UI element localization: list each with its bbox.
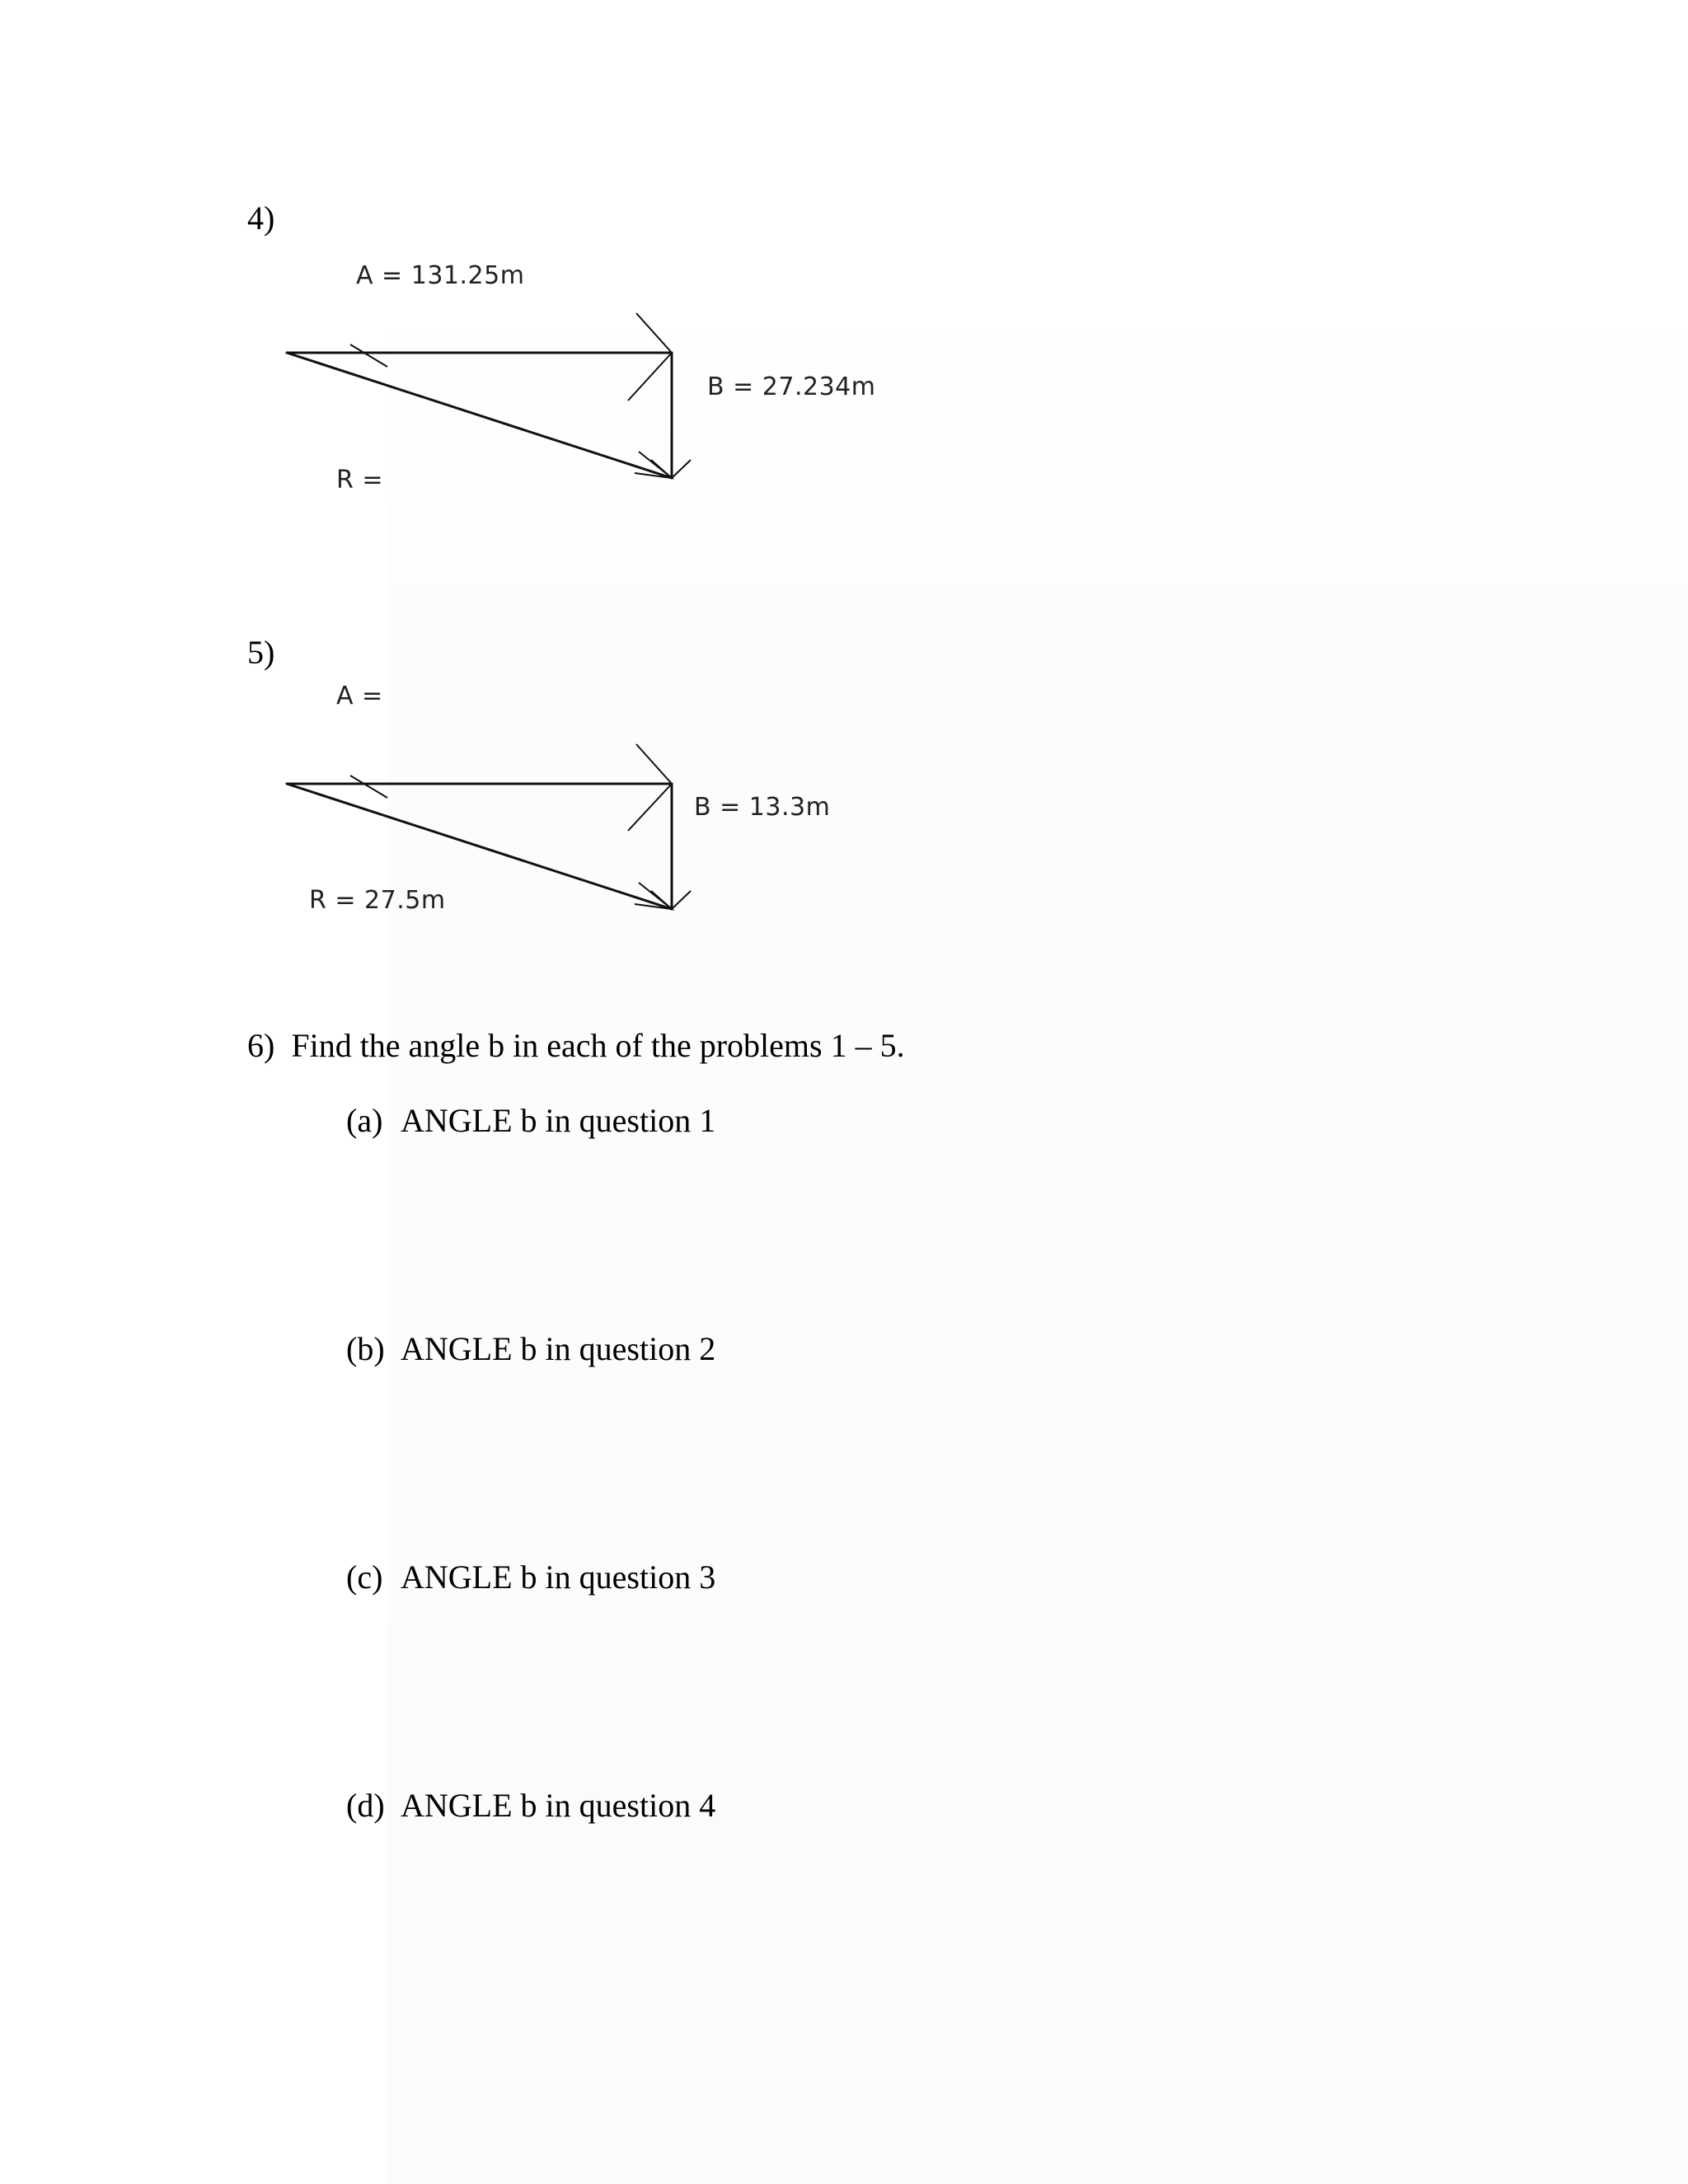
vector-a-tick <box>350 776 387 798</box>
item-letter: (b) <box>346 1330 385 1367</box>
problem-6-item-a <box>346 1101 715 1140</box>
problem-6-item-d <box>346 1786 715 1825</box>
item-letter: (d) <box>346 1787 385 1824</box>
resultant-r-line <box>287 784 672 909</box>
resultant-r-arrowhead <box>635 883 672 909</box>
item-text: ANGLE b in question 4 <box>401 1787 716 1824</box>
problem-5-label-a: A = <box>336 682 383 710</box>
problem-4-label-b: B = 27.234m <box>707 373 876 401</box>
problem-6-prompt <box>247 1026 905 1065</box>
item-letter: (c) <box>346 1558 383 1596</box>
problem-6-item-c <box>346 1558 715 1596</box>
problem-4-label-a: A = 131.25m <box>356 261 525 290</box>
problem-4-label-r: R = <box>336 466 384 494</box>
problem-6-item-b <box>346 1329 715 1368</box>
item-text: ANGLE b in question 2 <box>401 1330 716 1367</box>
problem-5-number: 5) <box>247 634 275 671</box>
item-text: ANGLE b in question 1 <box>401 1102 716 1139</box>
problem-5-label-b: B = 13.3m <box>694 793 831 822</box>
vector-a-arrowhead <box>628 744 672 831</box>
problem-6-text: Find the angle b in each of the problems 1 – 5. <box>291 1027 905 1064</box>
item-letter: (a) <box>346 1102 383 1139</box>
problem-6-number: 6) <box>247 1027 275 1064</box>
problem-5-label-r: R = 27.5m <box>309 886 446 915</box>
item-text: ANGLE b in question 3 <box>401 1558 716 1596</box>
problem-4-number: 4) <box>247 199 275 237</box>
